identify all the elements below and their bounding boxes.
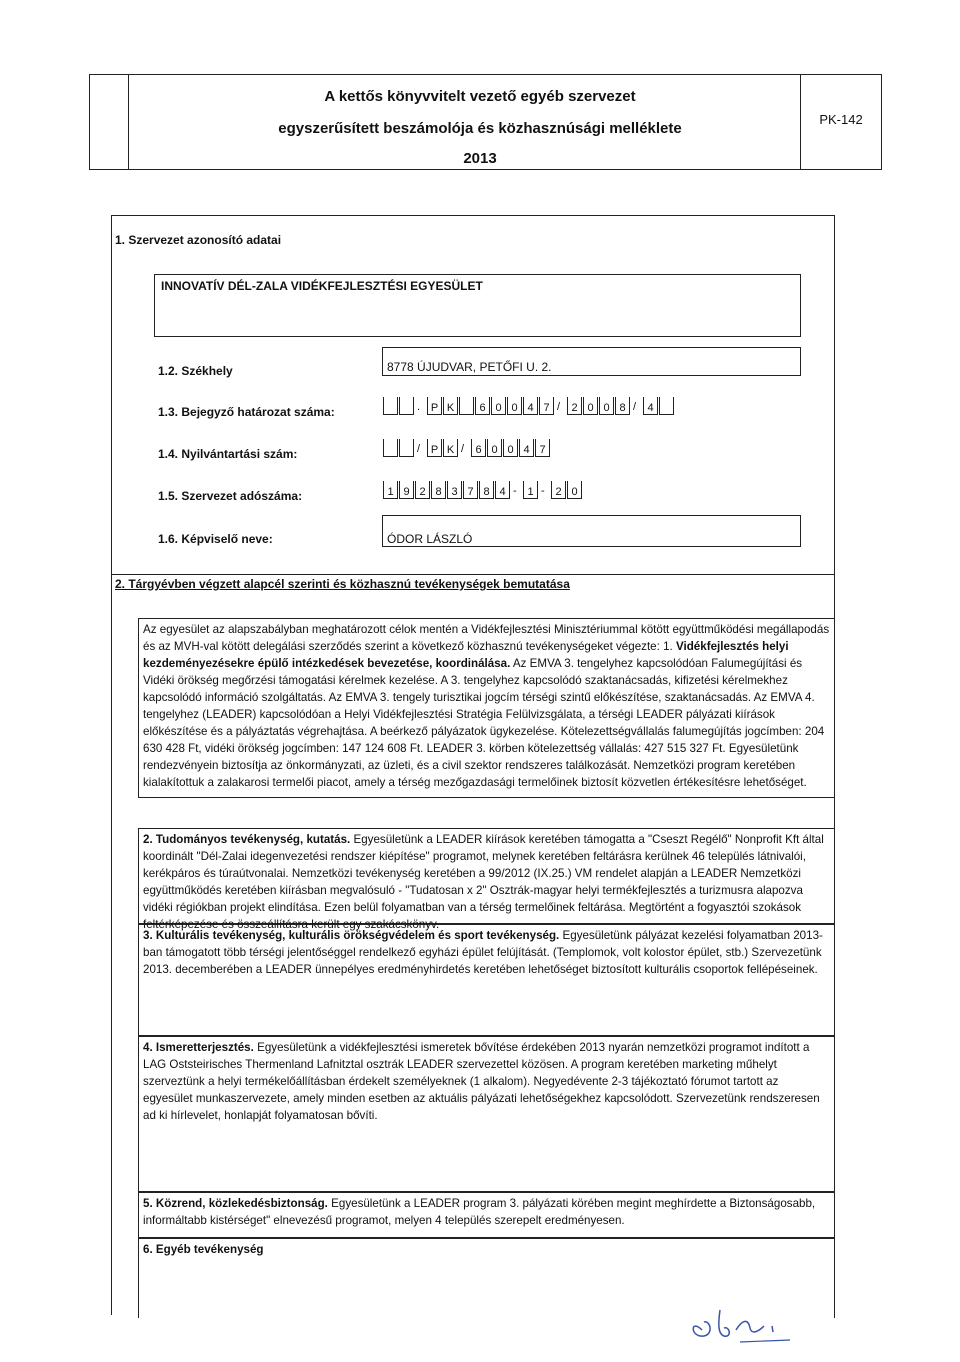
tax-label: 1.5. Szervezet adószáma: <box>158 489 303 503</box>
activity-block-3 <box>138 924 835 1036</box>
digit-cell <box>383 439 398 457</box>
court-label: 1.3. Bejegyző határozat száma: <box>158 405 335 419</box>
digit-cell: 3 <box>447 481 462 499</box>
digit-cell: K <box>443 439 458 457</box>
block2-text: Egyesületünk a LEADER kiírások keretében támogatta a "Cseszt Regélő" Nonprofit Kft által koordinált "Dél-Zalai idegenvezetési rendszer kiépítése" programot, melynek keretében feltárásra kerülnek 46 település látnivalói, kerékpáros és túraútvonalai. Nemzetközi tevékenység keretében a 99/2012 (IX.25.) VM rendelet alapján a LEADER Nemzetközi együttműködés keretében kiírásban megvalósuló - "Tudatosan x 2" Osztrák-magyar helyi termékfejlesztés a turizmusra alapozva vidéki régiókban projekt elindítása. Ezen belül folyamatban van a térség termelőinek feltárása. Megtörtént a fogyasztói szokások feltérképezése és összeállításra került egy szakácskönyv. <box>143 833 824 931</box>
header-title-line2: egyszerűsített beszámolója és közhasznúsági melléklete <box>278 120 682 137</box>
digit-cell: 0 <box>583 397 598 415</box>
activity-block-4 <box>138 1036 835 1192</box>
digit-cell: 2 <box>415 481 430 499</box>
digit-cell: P <box>427 397 442 415</box>
block3-heading: 3. Kulturális tevékenység, kulturális örökségvédelem és sport tevékenység. <box>143 929 560 942</box>
section2-title: 2. Tárgyévben végzett alapcél szerinti és közhasznú tevékenységek bemutatása <box>115 577 570 591</box>
digit-cell: 0 <box>491 397 506 415</box>
handwritten-signature <box>680 1300 810 1350</box>
digit-cell: 8 <box>479 481 494 499</box>
digit-cell: 9 <box>399 481 414 499</box>
block6-heading: 6. Egyéb tevékenység <box>143 1243 264 1256</box>
separator-mark: - <box>541 485 545 497</box>
digit-cell: 0 <box>507 397 522 415</box>
digit-cell: 6 <box>471 439 486 457</box>
digit-cell: P <box>427 439 442 457</box>
digit-cell: 4 <box>495 481 510 499</box>
activity-block-1 <box>138 618 835 798</box>
header-year: 2013 <box>463 150 497 167</box>
separator-mark: / <box>417 443 421 455</box>
digit-cell: K <box>443 397 458 415</box>
rep-field: ÓDOR LÁSZLÓ <box>382 515 801 547</box>
digit-cell: 0 <box>487 439 502 457</box>
separator-mark: . <box>417 401 421 413</box>
block5-text: Egyesületünk a LEADER program 3. pályázati körében megint meghírdette a Biztonságosabb, informáltabb kistérséget" elnevezésű programot, melyen 4 település szerepelt eredményesen. <box>143 1197 816 1227</box>
block2-heading: 2. Tudományos tevékenység, kutatás. <box>143 833 351 846</box>
digit-cell: 4 <box>643 397 658 415</box>
digit-cell: 8 <box>431 481 446 499</box>
activity-block-5 <box>138 1192 835 1238</box>
digit-cell: 1 <box>383 481 398 499</box>
block4-heading: 4. Ismeretterjesztés. <box>143 1041 254 1054</box>
digit-cell: 4 <box>519 439 534 457</box>
header-left-cell <box>89 74 129 170</box>
separator-mark: - <box>513 485 517 497</box>
digit-cell: 4 <box>523 397 538 415</box>
org-name-field: INNOVATÍV DÉL-ZALA VIDÉKFEJLESZTÉSI EGYESÜLET <box>154 274 801 337</box>
seat-field: 8778 ÚJUDVAR, PETŐFI U. 2. <box>382 347 801 376</box>
digit-cell <box>399 397 414 415</box>
digit-cell <box>399 439 414 457</box>
separator-mark: / <box>461 443 465 455</box>
digit-cell: 7 <box>539 397 554 415</box>
digit-cell: 2 <box>551 481 566 499</box>
digit-cell: 0 <box>567 481 582 499</box>
block1-number: 1. <box>663 640 673 653</box>
reg-label: 1.4. Nyilvántartási szám: <box>158 447 298 461</box>
activity-block-2 <box>138 828 835 931</box>
header-title-line1: A kettős könyvvitelt vezető egyéb szervezet <box>324 88 636 105</box>
digit-cell <box>383 397 398 415</box>
block1-text: Az EMVA 3. tengelyhez kapcsolódóan Falumegújítási és Vidéki örökség megőrzési támogatási kérelmek kezelése. A 3. tengelyhez kapcsolódó szaktanácsadás, kifizetési kérelmekhez kapcsolódó információ szolgáltatás. Az EMVA 3. tengely turisztikai jogcím térségi szintű előkészítése, szaktanácsadás. Az EMVA 4. tengelyhez (LEADER) kapcsolódóan a Helyi Vidékfejlesztési Stratégia Felülvizsgálata, a térségi LEADER pályázati kiírások előkészítése és a pályáztatás végrehajtása. A beérkező pályázatok ügykezelése. Kötelezettségvállalás falumegújítás jogcímben: 204 630 428 Ft, vidéki örökség jogcímben: 147 124 608 Ft. LEADER 3. körben kötelezettség vállalás: 427 515 327 Ft. Egyesületünk rendezvényein biztosítja az önkormányzati, az üzleti, és a civil szektor rendszeres találkozását. Nemzetközi program keretében kialakítottuk a zalakarosi termelői piacot, amely a térség mezőgazdasági termelőinek biztosít közvetlen értékesítésre lehetőséget. <box>143 657 825 789</box>
digit-cell: 8 <box>615 397 630 415</box>
block1-intro: Az egyesület az alapszabályban meghatározott célok mentén a Vidékfejlesztési Minisztériummal kötött együttműködési megállapodás és az MVH-val kötött delegálási szerződés szerint a következő közhasznú tevékenységeket végezte: <box>143 623 830 653</box>
block5-heading: 5. Közrend, közlekedésbiztonság. <box>143 1197 328 1210</box>
digit-cell: 1 <box>523 481 538 499</box>
digit-cell: 0 <box>503 439 518 457</box>
block4-text: Egyesületünk a vidékfejlesztési ismeretek bővítése érdekében 2013 nyarán nemzetközi programot indított a LAG Oststeirisches Thermenland Lafnitztal osztrák LEADER szervezettel közösen. A program keretében marketing műhelyt szerveztünk a helyi termékelőállításban érdekelt személyeknek (1 alkalom). Negyedévente 2-3 tájékoztató fórumot tartott az egyesület munkaszervezete, amely minden esetben az aktuális pályázati lehetőségekhez kapcsolódott. Szervezetünk rendszeresen ad ki hírlevelet, honlapját folyamatosan bővíti. <box>143 1041 820 1122</box>
seat-label: 1.2. Székhely <box>158 364 233 378</box>
block3-text: Egyesületünk pályázat kezelési folyamatban 2013-ban támogatott több térségi jelentőséggel rendelkező egyházi épület felújítását. (Templomok, volt kolostor épület, stb.) Szervezetünk 2013. decemberében a LEADER ünnepélyes eredményhirdetés keretében lehetőséget biztosított kulturális csoportok fellépéseinek. <box>143 929 823 976</box>
digit-cell: 6 <box>475 397 490 415</box>
separator-mark: / <box>557 401 561 413</box>
form-code: PK-142 <box>819 112 863 127</box>
digit-cell: 2 <box>567 397 582 415</box>
digit-cell <box>659 397 674 415</box>
digit-cell: 7 <box>535 439 550 457</box>
section1-title: 1. Szervezet azonosító adatai <box>115 233 282 247</box>
digit-cell <box>459 397 474 415</box>
separator-mark: / <box>633 401 637 413</box>
rep-label: 1.6. Képviselő neve: <box>158 532 273 546</box>
digit-cell: 7 <box>463 481 478 499</box>
block1-heading: Vidékfejlesztés helyi kezdeményezésekre épülő intézkedések bevezetése, koordinálása. <box>143 640 789 670</box>
digit-cell: 0 <box>599 397 614 415</box>
